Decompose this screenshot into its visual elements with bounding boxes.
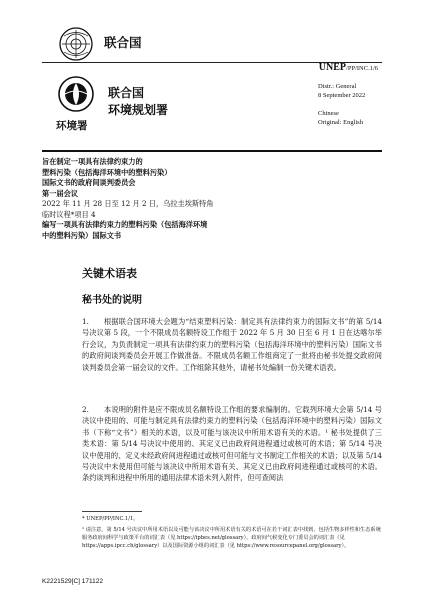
dates-place: 2022 年 11 月 28 日至 12 月 2 日，乌拉圭埃斯特角 (42, 199, 214, 208)
doc-meta (318, 82, 365, 127)
conference-block (42, 157, 382, 241)
committee-line3: 国际文书的政府间谈判委员会 (42, 178, 136, 187)
unep-name-line2: 环境规划署 (108, 103, 169, 117)
doc-symbol (319, 62, 378, 73)
paragraph-1-number: 1. (82, 317, 89, 326)
agenda-item: 临时议程*项目 4 (42, 209, 96, 219)
item-title-line1: 编写一项具有法律约束力的塑料污染（包括海洋环境 (42, 220, 208, 229)
unep-emblem-icon (56, 74, 96, 118)
doc-symbol-rest: /PP/INC.1/6 (346, 65, 378, 72)
session: 第一届会议 (42, 188, 78, 198)
committee-line1: 旨在制定一项具有法律约束力的 (42, 157, 143, 166)
paragraph-1-text: 根据联合国环境大会题为“结束塑料污染：制定具有法律约束力的国际文书”的第 5/14 号决议第 5 段，一个不限成员名额特设工作组于 2022 年 5 月 30 日至 6 月 1 日在达喀尔举行会议，为负责制定一项具有法律约束力的塑料污染（包括海洋环境中的塑料污染）国际文书的政府间谈判委员会开展工作做准备。不限成员名额工作组商定了一批将由秘书处提交政府间谈判委员会第一届会议的文件。工作组除其他外，请秘书处编制一份关键术语表。 (82, 317, 382, 372)
paragraph-1 (82, 316, 382, 373)
doc-language: Chinese (318, 110, 339, 117)
footnote-2: ¹ 请注意，第 5/14 号决议中所用术语以及可能与该决议中所用术语有关的术语可在若干词汇表中找到，包括生物多样性和生态系统服务政府间科学与政策平台的词汇表（见 https://ipbes.net/glossary）、政府间气候变化专门委员会的词汇表（见 https://apps.ipcc.ch/glossary）以及国际资源小组的词汇表（见 https://www.resourcepanel.org/glossary）。 (82, 527, 381, 550)
job-number: K2221529[C] 171122 (42, 578, 103, 585)
document-title: 关键术语表 (82, 267, 137, 280)
org-name: 联合国 (104, 35, 142, 50)
un-emblem-icon (58, 26, 94, 62)
document-subtitle: 秘书处的说明 (82, 295, 142, 306)
unep-name-line1: 联合国 (108, 86, 145, 100)
distr: Distr.: General (318, 83, 357, 90)
paragraph-2-number: 2. (82, 405, 89, 414)
doc-symbol-main: UNEP (318, 62, 347, 73)
footnote-1: * UNEP/PP/INC.1/1。 (82, 516, 139, 522)
committee-line2: 塑料污染（包括海洋环境中的塑料污染） (42, 167, 172, 177)
footnote-rule (82, 511, 142, 512)
header-rule-bottom (42, 150, 382, 152)
item-title-line2: 中的塑料污染）国际文书 (42, 230, 122, 240)
unep-abbrev-label: 环境署 (56, 120, 88, 132)
doc-original-language: Original: English (318, 119, 363, 126)
doc-date: 8 September 2022 (318, 92, 366, 99)
unep-name (108, 85, 168, 119)
paragraph-2-text: 本说明的附件是应不限成员名额特设工作组的要求编制的。它载列环境大会第 5/14 号决议中使用的、可能与制定具有法律约束力的塑料污染（包括海洋环境中的塑料污染）国际文书（下称“文书”）相关的术语，以及可能与该决议中所用术语有关的术语。¹ 秘书处提供了三类术语：第 5/14 号决议中使用的、其定义已由政府间进程通过或核可的术语；第 5/14 号决议中使用的、定义未经政府间进程通过或核可但可能与文书制定工作相关的术语；以及第 5/14 号决议中未使用但可能与该决议中所用术语有关、其定义已由政府间进程通过或核可的术语。条约谈判和进程中所用的通用法律术语未列入附件，但可查阅法 (82, 405, 382, 483)
paragraph-2 (82, 404, 382, 484)
